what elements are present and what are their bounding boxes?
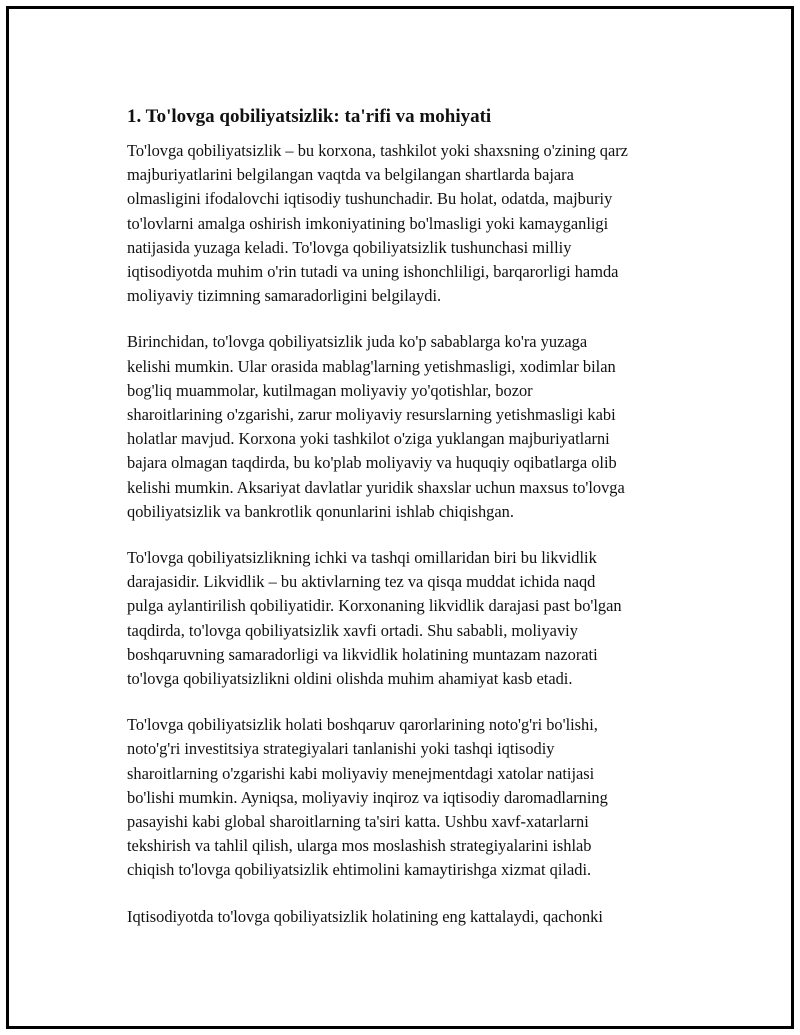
paragraph-liquidity: To'lovga qobiliyatsizlikning ichki va tashqi omillaridan biri bu likvidlik darajasidir. Likvidlik – bu aktivlarning tez va qisqa muddat ichida naqd pulga aylantirilish qobiliyatidir. Korxonaning likvidlik darajasi past bo'lgan taqdirda, to'lovga qobiliyatsizlik xavfi ortadi. Shu sababli, moliyaviy boshqaruvning samaradorligi va likvidlik holatining muntazam nazorati to'lovga qobiliyatsizlikni oldini olishda muhim ahamiyat kasb etadi. <box>127 548 622 689</box>
paragraph-management-errors: To'lovga qobiliyatsizlik holati boshqaruv qarorlarining noto'g'ri bo'lishi, noto'g'ri investitsiya strategiyalari tanlanishi yoki tashqi iqtisodiy sharoitlarning o'zgarishi kabi moliyaviy menejmentdagi xatolar natijasi bo'lishi mumkin. Ayniqsa, moliyaviy inqiroz va iqtisodiy daromadlarning pasayishi kabi global sharoitlarning ta'siri katta. Ushbu xavf-xatarlarni tekshirish va tahlil qilish, ularga mos moslashish strategiyalarini ishlab chiqish to'lovga qobiliyatsizlik ehtimolini kamaytirishga xizmat qiladi. <box>127 715 608 880</box>
paragraph-causes: Birinchidan, to'lovga qobiliyatsizlik juda ko'p sabablarga ko'ra yuzaga kelishi mumkin. Ular orasida mablag'larning yetishmasligi, xodimlar bilan bog'liq muammolar, kutilmagan moliyaviy yo'qotishlar, bozor sharoitlarining o'zgarishi, zarur moliyaviy resurslarning yetishmasligi kabi holatlar mavjud. Korxona yoki tashkilot o'ziga yuklangan majburiyatlarni bajara olmagan taqdirda, bu ko'plab moliyaviy va huquqiy oqibatlarga olib kelishi mumkin. Aksariyat davlatlar yuridik shaxslar uchun maxsus to'lovga qobiliyatsizlik va bankrotlik qonunlarini ishlab chiqishgan. <box>127 332 625 521</box>
page-frame <box>6 6 794 1029</box>
paragraph-continuation: Iqtisodiyotda to'lovga qobiliyatsizlik holatining eng kattalaydi, qachonki <box>127 906 603 926</box>
document-title: 1. To'lovga qobiliyatsizlik: ta'rifi va mohiyati <box>127 106 492 127</box>
paragraph-definition: To'lovga qobiliyatsizlik – bu korxona, tashkilot yoki shaxsning o'zining qarz majburiyatlarini belgilangan vaqtda va belgilangan shartlarda bajara olmasligini ifodalovchi iqtisodiy tushunchadir. Bu holat, odatda, majburiy to'lovlarni amalga oshirish imkoniyatining bo'lmasligi yoki kamayganligi natijasida yuzaga keladi. To'lovga qobiliyatsizlik tushunchasi milliy iqtisodiyotda muhim o'rin tutadi va uning ishonchliligi, barqarorligi hamda moliyaviy tizimning samaradorligini belgilaydi. <box>127 141 628 306</box>
document-body <box>127 105 697 951</box>
